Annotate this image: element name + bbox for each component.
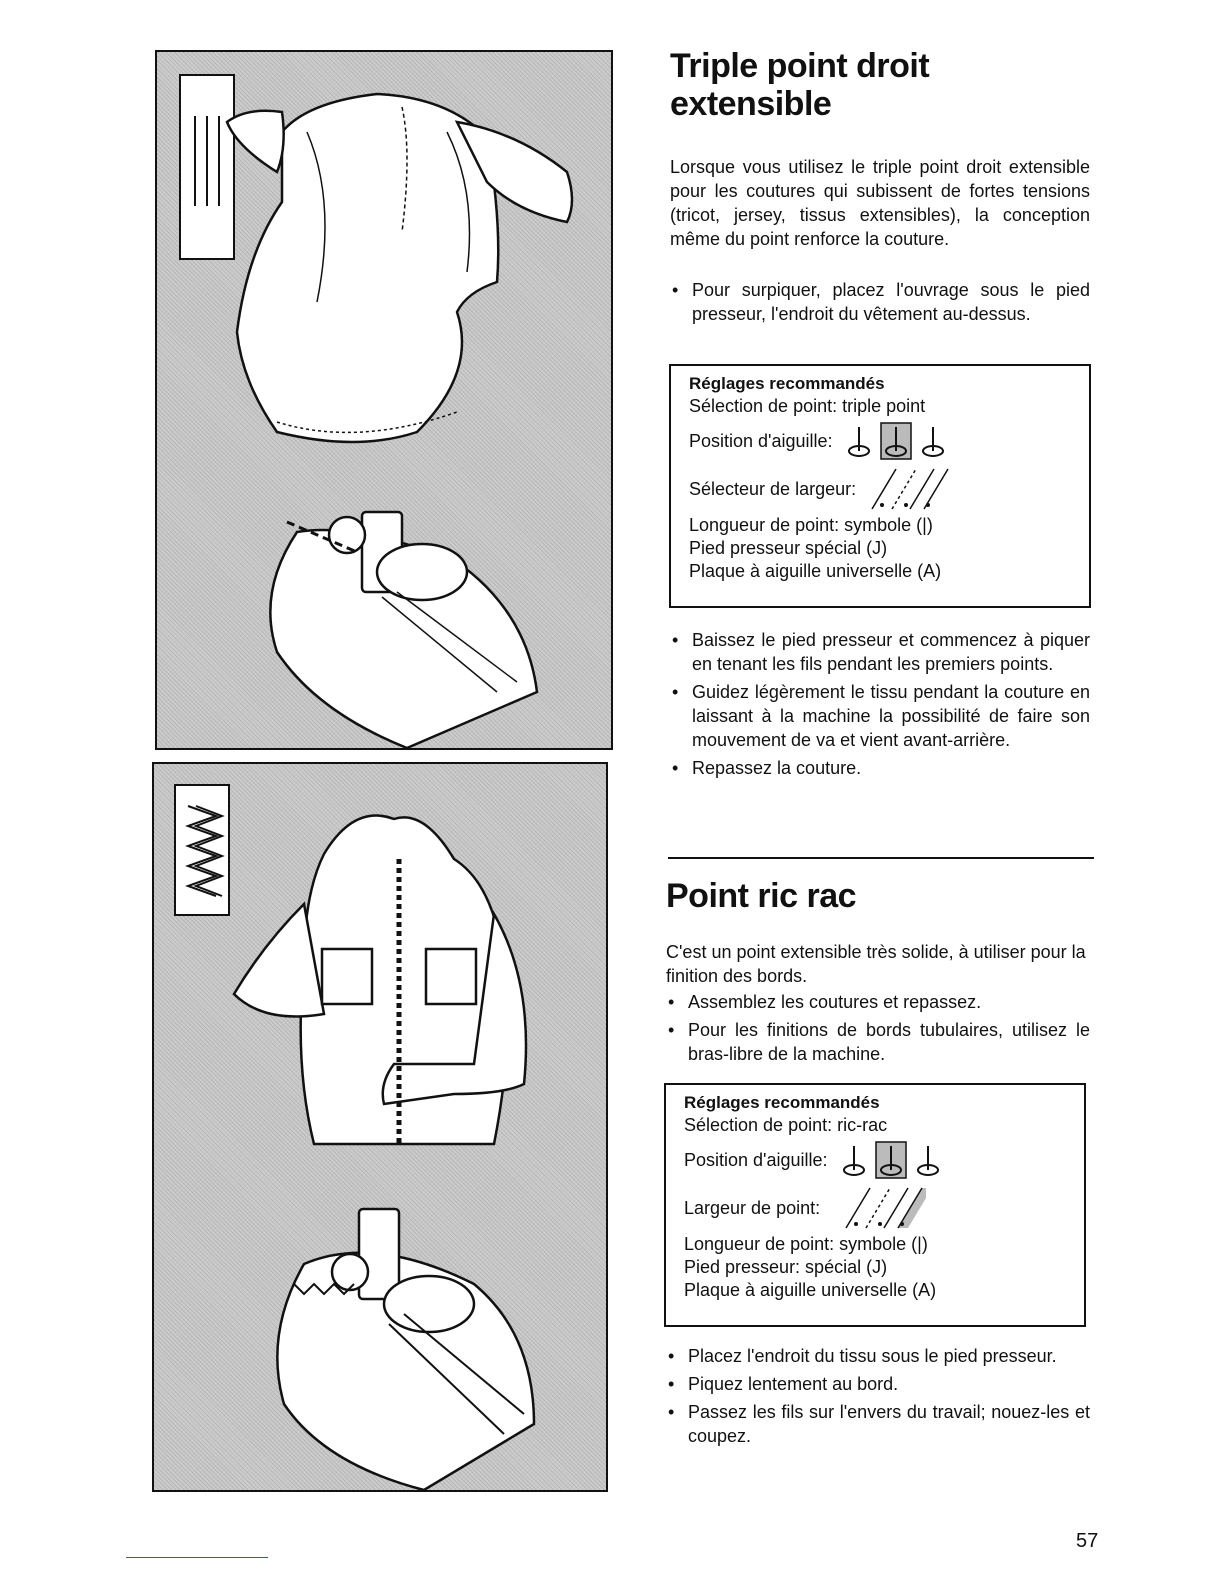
shirt-and-presser-foot-drawing-2 xyxy=(154,764,606,1490)
needle-plate: Plaque à aiguille universelle (A) xyxy=(684,1280,937,1300)
stitch-length: Longueur de point: symbole (|) xyxy=(689,515,933,535)
section1-bullets-bottom xyxy=(670,628,1090,784)
section2-bullets-bottom xyxy=(666,1344,1090,1452)
settings-title: Réglages recommandés xyxy=(684,1093,880,1112)
illustration-panel-ric-rac xyxy=(152,762,608,1492)
list-item: • Piquez lentement au bord. xyxy=(666,1372,1090,1396)
section1-title-line2: extensible xyxy=(670,85,832,123)
illustration-panel-triple-stitch xyxy=(155,50,613,750)
list-item: • Guidez légèrement le tissu pendant la couture en laissant à la machine la possibilité de faire son mouvement de va et vient avant-arrière. xyxy=(670,680,1090,752)
section1-title-line1: Triple point droit xyxy=(670,47,930,85)
list-item: • Assemblez les coutures et repassez. xyxy=(666,990,1090,1014)
needle-position-label: Position d'aiguille: xyxy=(684,1149,828,1170)
stitch-width-icon xyxy=(836,1184,926,1232)
section1-title xyxy=(670,47,929,123)
section2-intro: C'est un point extensible très solide, à utiliser pour la finition des bords. xyxy=(666,942,1086,986)
section1-bullets-top xyxy=(670,278,1090,330)
width-selector-label: Sélecteur de largeur: xyxy=(689,478,857,499)
section1-intro: Lorsque vous utilisez le triple point droit extensible pour les coutures qui subissent de fortes tensions (tricot, jersey, tissus extensibles), la conception même du point renforce la couture. xyxy=(670,157,1090,249)
list-item: • Passez les fils sur l'envers du travail; nouez-les et coupez. xyxy=(666,1400,1090,1448)
stitch-selection: Sélection de point: triple point xyxy=(689,396,926,416)
stitch-width-label: Largeur de point: xyxy=(684,1197,821,1218)
page-number: 57 xyxy=(1076,1530,1099,1552)
list-item: • Pour les finitions de bords tubulaires, utilisez le bras-libre de la machine. xyxy=(666,1018,1090,1066)
needle-position-icon xyxy=(845,421,955,461)
section2-title: Point ric rac xyxy=(666,877,857,915)
stitch-length: Longueur de point: symbole (|) xyxy=(684,1234,928,1254)
list-item: • Repassez la couture. xyxy=(670,756,1090,780)
needle-position-label: Position d'aiguille: xyxy=(689,430,833,451)
width-selector-icon xyxy=(862,465,952,513)
presser-foot: Pied presseur spécial (J) xyxy=(689,538,888,558)
needle-plate: Plaque à aiguille universelle (A) xyxy=(689,561,942,581)
section1-settings-box xyxy=(669,364,1091,608)
list-item: • Pour surpiquer, placez l'ouvrage sous le pied presseur, l'endroit du vêtement au-dessus. xyxy=(670,278,1090,326)
section2-bullets-top xyxy=(666,990,1090,1070)
needle-position-icon xyxy=(840,1140,950,1180)
section2-settings-box xyxy=(664,1083,1086,1327)
presser-foot: Pied presseur: spécial (J) xyxy=(684,1257,888,1277)
scan-edge-line xyxy=(126,1557,268,1558)
section-divider xyxy=(668,857,1094,859)
stitch-selection: Sélection de point: ric-rac xyxy=(684,1115,888,1135)
list-item: • Baissez le pied presseur et commencez à piquer en tenant les fils pendant les premiers points. xyxy=(670,628,1090,676)
settings-title: Réglages recommandés xyxy=(689,374,885,393)
list-item: • Placez l'endroit du tissu sous le pied presseur. xyxy=(666,1344,1090,1368)
garment-and-presser-foot-drawing-1 xyxy=(157,52,611,748)
